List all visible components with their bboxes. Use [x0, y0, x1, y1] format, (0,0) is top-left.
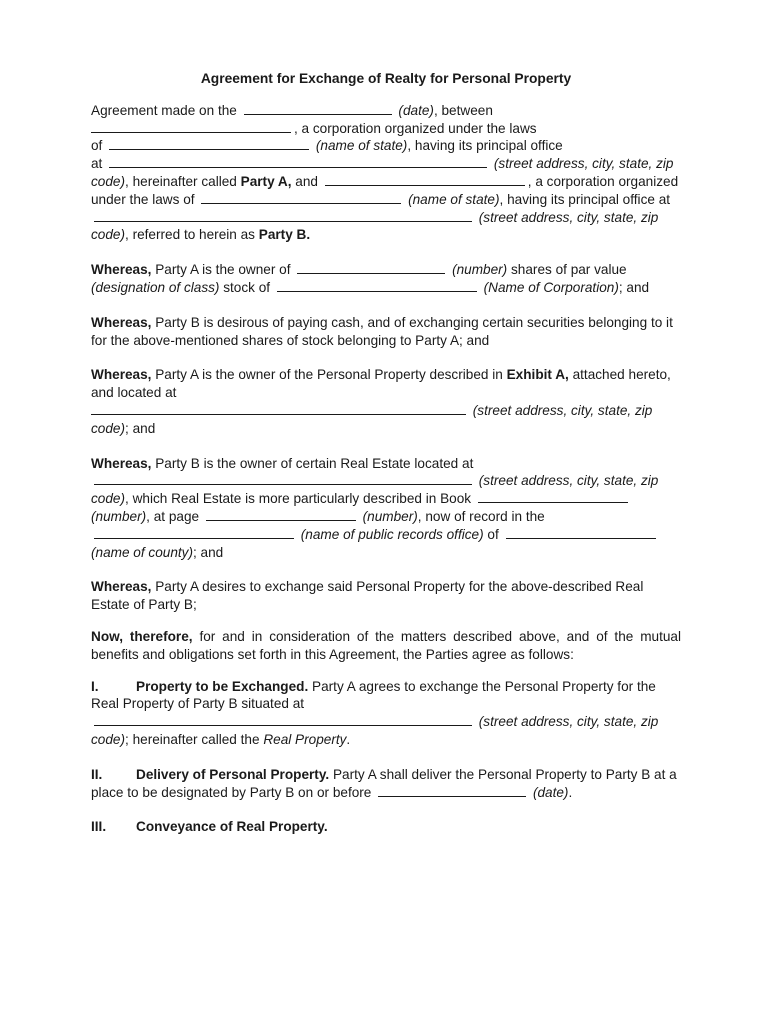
blank-line [94, 472, 472, 485]
blank-line [277, 279, 477, 292]
blank-line [109, 155, 487, 168]
blank-line [201, 191, 401, 204]
italic-hint: Real Property [263, 731, 347, 747]
italic-hint: (name of county) [91, 544, 193, 560]
text: ; and [125, 420, 156, 436]
exhibit-label: Exhibit A, [506, 367, 569, 383]
text: , a corporation organized under the laws [294, 120, 537, 136]
text: Party A is the owner of the Personal Property described in [155, 367, 503, 383]
text: ; and [193, 544, 224, 560]
text: . [346, 731, 351, 747]
italic-hint: (date) [532, 784, 569, 800]
text: , referred to herein as [125, 227, 255, 243]
italic-hint: (number) [91, 508, 147, 524]
italic-hint: (street address, city, state, zip code) [91, 714, 659, 747]
whereas-paragraph-1 [91, 261, 681, 297]
whereas-label: Whereas, [91, 314, 152, 330]
section-number: III. [91, 819, 107, 835]
text: ; and [618, 279, 650, 295]
italic-hint: (number) [452, 262, 508, 278]
text: , which Real Estate is more particularly described in Book [125, 491, 472, 507]
italic-hint: (number) [362, 508, 418, 524]
text: Party A desires to exchange said Personal Property for the above-described Real Estate of Party B; [91, 579, 644, 613]
text: Party B is desirous of paying cash, and of exchanging certain securities belonging to it for the above-mentioned shares of stock belonging to Party A; and [91, 314, 673, 348]
section-number: II. [91, 766, 103, 782]
whereas-label: Whereas, [91, 579, 152, 595]
whereas-paragraph-3 [91, 366, 681, 437]
text: . [568, 784, 573, 800]
italic-hint: (street address, city, state, zip code) [91, 209, 659, 243]
section-heading: Conveyance of Real Property. [136, 819, 328, 835]
blank-line [91, 402, 466, 415]
whereas-label: Whereas, [91, 367, 152, 383]
whereas-paragraph-5 [91, 578, 681, 614]
text: attached hereto, and located at [91, 367, 671, 401]
blank-line [325, 173, 525, 186]
italic-hint: (designation of class) [91, 279, 220, 295]
text: Party B is the owner of certain Real Estate located at [155, 455, 474, 471]
text: at [91, 156, 103, 172]
text: for and in consideration of the matters described above, and of the mutual benefits and obligations set forth in this Agreement, the Parties agree as follows: [91, 628, 681, 662]
text: Agreement made on the [91, 102, 237, 118]
italic-hint: (date) [398, 102, 434, 118]
blank-line [506, 526, 656, 539]
text: , hereinafter called [125, 173, 237, 189]
italic-hint: (name of public records office) [300, 526, 484, 542]
section-heading: Property to be Exchanged. [136, 678, 309, 694]
text: Party A shall deliver the Personal Property to Party B at a place to be designated by Party B on or before [91, 766, 677, 800]
blank-line [478, 490, 628, 503]
blank-line [94, 209, 472, 222]
text: shares of par value [511, 262, 627, 278]
document-title: Agreement for Exchange of Realty for Personal Property [200, 71, 572, 86]
blank-line [378, 784, 526, 797]
blank-line [91, 120, 291, 133]
text: , having its principal office [407, 138, 563, 154]
text: of [91, 138, 103, 154]
text: , now of record in the [417, 508, 545, 524]
party-a-label: Party A, [240, 173, 292, 189]
whereas-label: Whereas, [91, 262, 152, 278]
italic-hint: (street address, city, state, zip code) [91, 402, 653, 436]
whereas-paragraph-2 [91, 314, 681, 350]
text: stock of [223, 279, 271, 295]
blank-line [94, 713, 472, 726]
blank-line [244, 102, 392, 115]
text: , having its principal office at [499, 191, 671, 207]
whereas-label: Whereas, [91, 455, 152, 471]
blank-line [94, 526, 294, 539]
italic-hint: (Name of Corporation) [483, 279, 619, 295]
preamble-paragraph [91, 102, 681, 244]
whereas-paragraph-4 [91, 455, 681, 562]
document-page [91, 70, 681, 853]
text: of [487, 526, 499, 542]
text: , between [433, 102, 493, 118]
section-1 [91, 678, 681, 749]
party-b-label: Party B. [258, 227, 311, 243]
blank-line [109, 137, 309, 150]
section-2 [91, 766, 681, 802]
text: , at page [146, 508, 200, 524]
italic-hint: (name of state) [408, 191, 500, 207]
text: ; hereinafter called the [125, 731, 260, 747]
blank-line [206, 508, 356, 521]
section-number: I. [91, 678, 99, 694]
text: Party A agrees to exchange the Personal Property for the Real Property of Party B situated at [91, 678, 656, 712]
text: and [295, 173, 318, 189]
italic-hint: (street address, city, state, zip code) [91, 473, 659, 507]
text: Party A is the owner of [155, 262, 291, 278]
text: , a corporation organized under the laws of [91, 173, 679, 207]
italic-hint: (name of state) [315, 138, 408, 154]
blank-line [297, 261, 445, 274]
now-therefore-label: Now, therefore, [91, 628, 193, 644]
section-heading: Delivery of Personal Property. [136, 766, 330, 782]
now-therefore-paragraph [91, 628, 681, 664]
section-3 [91, 818, 681, 836]
italic-hint: (street address, city, state, zip code) [91, 156, 674, 189]
